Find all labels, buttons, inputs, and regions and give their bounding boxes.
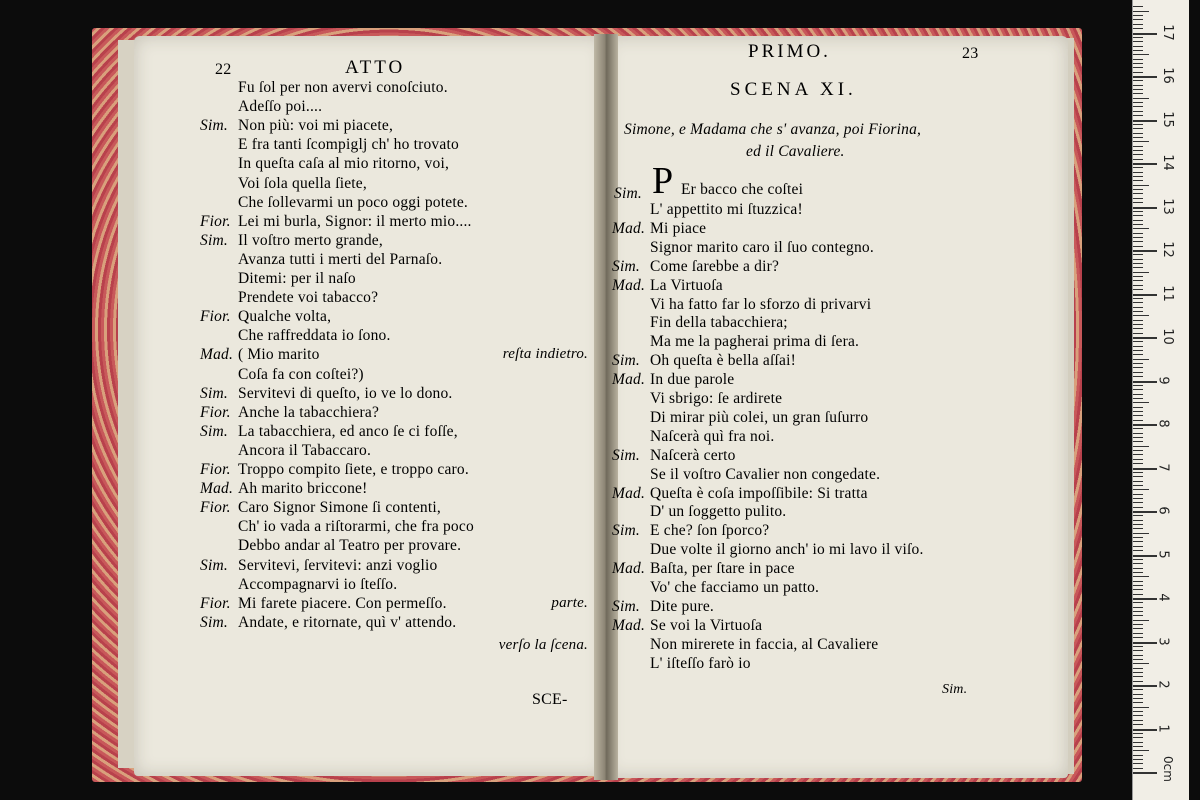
ruler-tick <box>1133 746 1143 747</box>
dialogue-text: E fra tanti ſcompiglj ch' ho trovato <box>238 136 459 154</box>
ruler-tick <box>1133 411 1143 412</box>
dialogue-text: Fu ſol per non avervi conoſciuto. <box>238 79 448 96</box>
ruler-tick <box>1133 302 1143 303</box>
dialogue-text: Che raffreddata io ſono. <box>238 327 391 345</box>
ruler-tick <box>1133 694 1143 695</box>
ruler-tick <box>1133 320 1143 321</box>
ruler-tick <box>1133 433 1143 434</box>
ruler-tick <box>1133 154 1143 155</box>
ruler-tick <box>1133 568 1143 569</box>
speaker-label: Sim. <box>612 257 640 275</box>
ruler-tick <box>1133 533 1149 534</box>
dialogue-text: Prendete voi tabacco? <box>238 289 379 307</box>
ruler-tick <box>1133 285 1143 286</box>
speaker-label: Mad. <box>612 219 646 237</box>
speaker-label: Fior. <box>200 499 231 517</box>
ruler-tick <box>1133 89 1143 90</box>
ruler-tick <box>1133 180 1143 181</box>
speaker-label: Sim. <box>612 597 640 615</box>
ruler-tick <box>1133 328 1143 329</box>
speaker-label: Sim. <box>200 231 228 249</box>
dialogue-text: ( Mio marito <box>238 346 320 364</box>
speaker-label: Mad. <box>612 484 646 502</box>
speaker-label: Fior. <box>200 308 231 326</box>
dialogue-text: Lei mi burla, Signor: il merto mio.... <box>238 212 472 230</box>
ruler-tick <box>1133 333 1143 334</box>
ruler-tick <box>1133 450 1143 451</box>
ruler-tick <box>1133 120 1157 122</box>
ruler-tick <box>1133 663 1149 664</box>
ruler-tick <box>1133 424 1157 426</box>
dialogue-text: Due volte il giorno anch' io mi lavo il viſo. <box>650 541 924 559</box>
ruler-tick <box>1133 98 1149 99</box>
ruler-tick <box>1133 359 1149 360</box>
speaker-label: Sim. <box>612 446 640 464</box>
ruler-tick <box>1133 63 1143 64</box>
ruler-tick <box>1133 698 1143 699</box>
ruler-tick <box>1133 402 1149 403</box>
ruler-tick <box>1133 207 1157 209</box>
ruler-tick <box>1133 324 1143 325</box>
ruler-number: 11 <box>1159 284 1175 302</box>
ruler-tick <box>1133 294 1157 296</box>
speaker-label: Sim. <box>614 185 642 202</box>
right-page-number: 23 <box>962 45 979 62</box>
ruler-tick <box>1133 376 1143 377</box>
ruler-tick <box>1133 259 1143 260</box>
ruler-tick <box>1133 502 1143 503</box>
ruler-tick <box>1133 276 1143 277</box>
ruler-tick <box>1133 11 1149 12</box>
ruler-tick <box>1133 150 1143 151</box>
ruler-tick <box>1133 585 1143 586</box>
ruler-tick <box>1133 563 1143 564</box>
speaker-label: Sim. <box>200 422 228 440</box>
ruler-tick <box>1133 546 1143 547</box>
dialogue-text: Come ſarebbe a dir? <box>650 257 780 275</box>
ruler-tick <box>1133 367 1143 368</box>
ruler-tick <box>1133 463 1143 464</box>
ruler-tick <box>1133 15 1143 16</box>
ruler-tick <box>1133 750 1149 751</box>
ruler-tick <box>1133 633 1143 634</box>
ruler-tick <box>1133 172 1143 173</box>
ruler-tick <box>1133 289 1143 290</box>
ruler-tick <box>1133 528 1143 529</box>
ruler-tick <box>1133 211 1143 212</box>
dialogue-text: Che ſollevarmi un poco oggi potete. <box>238 193 468 211</box>
ruler-number: 17 <box>1159 23 1175 41</box>
ruler-tick <box>1133 685 1157 687</box>
ruler-tick <box>1133 193 1143 194</box>
scene-title: SCENA XI. <box>730 79 857 100</box>
ruler-number: 16 <box>1159 67 1175 84</box>
ruler-tick <box>1133 668 1143 669</box>
speaker-label: Fior. <box>200 212 231 230</box>
ruler-tick <box>1133 420 1143 421</box>
ruler-tick <box>1133 398 1143 399</box>
ruler-tick <box>1133 489 1149 490</box>
ruler-tick <box>1133 215 1143 216</box>
dialogue-text: Naſcerà certo <box>650 446 736 464</box>
scene-characters-line-1: Simone, e Madama che s' avanza, poi Fiorina, <box>624 121 922 138</box>
dialogue-text: Non più: voi mi piacete, <box>238 117 394 135</box>
ruler-tick <box>1133 267 1143 268</box>
ruler-number: 8 <box>1155 419 1171 428</box>
ruler-tick <box>1133 254 1143 255</box>
ruler-tick <box>1133 672 1143 673</box>
dialogue-text: Naſcerà quì fra noi. <box>650 427 775 445</box>
ruler-tick <box>1133 468 1157 470</box>
ruler-tick <box>1133 646 1143 647</box>
ruler-tick <box>1133 163 1157 165</box>
ruler-tick <box>1133 315 1149 316</box>
dialogue-text: Se voi la Virtuoſa <box>650 616 763 634</box>
ruler-tick <box>1133 454 1143 455</box>
ruler-number: 3 <box>1155 636 1171 646</box>
dialogue-text: Vi sbrigo: ſe ardirete <box>650 390 783 407</box>
ruler-tick <box>1133 298 1143 299</box>
dialogue-text: Baſta, per ſtare in pace <box>650 560 795 578</box>
ruler-tick <box>1133 115 1143 116</box>
ruler-tick <box>1133 19 1143 20</box>
ruler-tick <box>1133 437 1143 438</box>
ruler-tick <box>1133 6 1143 7</box>
speaker-label: Sim. <box>612 522 640 540</box>
ruler-tick <box>1133 576 1149 577</box>
ruler-tick <box>1133 715 1143 716</box>
dialogue-text: Anche la tabacchiera? <box>238 403 380 421</box>
ruler-tick <box>1133 85 1143 86</box>
ruler-tick <box>1133 737 1143 738</box>
ruler-tick <box>1133 50 1143 51</box>
ruler-tick <box>1133 763 1143 764</box>
ruler-tick <box>1133 59 1143 60</box>
dialogue-text: Vi ha fatto far lo sforzo di privarvi <box>650 295 872 313</box>
ruler-tick <box>1133 220 1143 221</box>
stage-direction: parte. <box>551 594 588 611</box>
dialogue-text: Er bacco che coſtei <box>681 181 804 198</box>
dialogue-text: Ma me la pagherai prima di ſera. <box>650 333 860 351</box>
dialogue-text: D' un ſoggetto pulito. <box>650 503 787 521</box>
dialogue-text: Non mirerete in faccia, al Cavaliere <box>650 635 879 653</box>
ruler-number: 5 <box>1155 549 1171 559</box>
ruler-tick <box>1133 659 1143 660</box>
ruler-tick <box>1133 189 1143 190</box>
speaker-label: Mad. <box>612 616 646 634</box>
ruler-tick <box>1133 93 1143 94</box>
speaker-label: Fior. <box>200 461 231 478</box>
ruler-number: 6 <box>1155 506 1171 515</box>
dialogue-text: Qualche volta, <box>238 308 332 326</box>
ruler-tick <box>1133 642 1157 644</box>
dialogue-text: Ditemi: per il naſo <box>238 270 356 287</box>
ruler-tick <box>1133 28 1143 29</box>
dialogue-text: Se il voſtro Cavalier non congedate. <box>650 465 881 483</box>
ruler-tick <box>1133 381 1157 383</box>
ruler-tick <box>1133 146 1143 147</box>
dialogue-text: L' iſteſſo farò io <box>650 654 751 672</box>
ruler-tick <box>1133 428 1143 429</box>
ruler-number: 4 <box>1155 593 1171 602</box>
ruler-tick <box>1133 337 1157 339</box>
dialogue-text: In queſta caſa al mio ritorno, voi, <box>238 155 450 173</box>
ruler-tick <box>1133 363 1143 364</box>
ruler-tick <box>1133 106 1143 107</box>
ruler-tick <box>1133 515 1143 516</box>
ruler-tick <box>1133 555 1157 557</box>
ruler-tick <box>1133 594 1143 595</box>
dialogue-text: In due parole <box>650 371 735 389</box>
ruler-tick <box>1133 263 1143 264</box>
ruler-tick <box>1133 176 1143 177</box>
speaker-label: Sim. <box>200 384 228 402</box>
dialogue-text: Mi farete piacere. Con permeſſo. <box>238 594 447 612</box>
ruler-tick <box>1133 611 1143 612</box>
ruler-tick <box>1133 37 1143 38</box>
ruler-number: 7 <box>1155 462 1171 472</box>
ruler-tick <box>1133 385 1143 386</box>
ruler-number: 10 <box>1159 328 1175 345</box>
dialogue-text: Accompagnarvi io ſteſſo. <box>238 575 398 593</box>
speaker-label: Fior. <box>200 403 231 421</box>
left-page-number: 22 <box>215 61 232 78</box>
ruler-tick <box>1133 394 1143 395</box>
ruler-tick <box>1133 111 1143 112</box>
ruler-tick <box>1133 102 1143 103</box>
stage-direction: reſta indietro. <box>502 346 588 363</box>
ruler-tick <box>1133 755 1143 756</box>
dialogue-text: Il voſtro merto grande, <box>238 231 383 249</box>
ruler-tick <box>1133 133 1143 134</box>
ruler-tick <box>1133 307 1143 308</box>
dialogue-text: Coſa fa con coſtei?) <box>238 365 364 383</box>
drop-capital: P <box>652 160 674 202</box>
ruler-tick <box>1133 550 1143 551</box>
dialogue-text: Di mirar più colei, un gran ſuſurro <box>650 408 869 426</box>
ruler-tick <box>1133 124 1143 125</box>
ruler-tick <box>1133 681 1143 682</box>
ruler-tick <box>1133 707 1149 708</box>
ruler-number: 9 <box>1155 375 1171 385</box>
ruler-tick <box>1133 759 1143 760</box>
ruler-tick <box>1133 311 1143 312</box>
ruler-tick <box>1133 407 1143 408</box>
ruler-tick <box>1133 637 1143 638</box>
ruler-tick <box>1133 24 1143 25</box>
dialogue-text: Vo' che facciamo un patto. <box>650 579 820 596</box>
ruler-tick <box>1133 185 1149 186</box>
measurement-ruler <box>1132 0 1189 800</box>
left-running-head: ATTO <box>345 57 406 78</box>
left-catchword: SCE- <box>532 691 568 708</box>
ruler-tick <box>1133 41 1143 42</box>
right-catchword: Sim. <box>942 682 968 697</box>
ruler-number: 12 <box>1159 241 1175 258</box>
ruler-tick <box>1133 80 1143 81</box>
ruler-unit-label: 0cm <box>1160 756 1175 782</box>
ruler-tick <box>1133 624 1143 625</box>
ruler-tick <box>1133 341 1143 342</box>
stage-direction: verſo la ſcena. <box>498 636 588 653</box>
ruler-tick <box>1133 228 1149 229</box>
speaker-label: Sim. <box>200 117 228 135</box>
dialogue-text: Andate, e ritornate, quì v' attendo. <box>238 613 457 631</box>
ruler-tick <box>1133 511 1157 513</box>
ruler-tick <box>1133 620 1149 621</box>
ruler-tick <box>1133 537 1143 538</box>
ruler-tick <box>1133 137 1143 138</box>
ruler-tick <box>1133 446 1149 447</box>
ruler-tick <box>1133 472 1143 473</box>
ruler-tick <box>1133 559 1143 560</box>
ruler-tick <box>1133 615 1143 616</box>
dialogue-text: Signor marito caro il ſuo contegno. <box>650 238 874 256</box>
ruler-number: 13 <box>1159 197 1175 215</box>
ruler-tick <box>1133 246 1143 247</box>
ruler-tick <box>1133 441 1143 442</box>
ruler-tick <box>1133 768 1143 769</box>
ruler-tick <box>1133 589 1143 590</box>
ruler-tick <box>1133 581 1143 582</box>
dialogue-text: La Virtuoſa <box>650 276 723 294</box>
ruler-tick <box>1133 280 1143 281</box>
ruler-tick <box>1133 33 1157 35</box>
dialogue-text: Adeſſo poi.... <box>238 98 323 116</box>
ruler-tick <box>1133 602 1143 603</box>
ruler-tick <box>1133 202 1143 203</box>
dialogue-text: Dite pure. <box>650 597 714 615</box>
ruler-number: 2 <box>1155 680 1171 689</box>
speaker-label: Sim. <box>612 352 640 370</box>
ruler-tick <box>1133 689 1143 690</box>
ruler-tick <box>1133 459 1143 460</box>
ruler-tick <box>1133 650 1143 651</box>
ruler-tick <box>1133 676 1143 677</box>
speaker-label: Mad. <box>612 560 646 578</box>
dialogue-text: Fin della tabacchiera; <box>650 314 788 332</box>
ruler-tick <box>1133 481 1143 482</box>
ruler-tick <box>1133 628 1143 629</box>
ruler-tick <box>1133 141 1149 142</box>
speaker-label: Mad. <box>612 371 646 389</box>
speaker-label: Mad. <box>612 276 646 294</box>
speaker-label: Mad. <box>200 480 234 498</box>
ruler-number: 15 <box>1159 110 1175 128</box>
dialogue-text: Servitevi di queſto, io ve lo dono. <box>238 384 453 402</box>
speaker-label: Sim. <box>200 556 228 574</box>
ruler-tick <box>1133 702 1143 703</box>
ruler-tick <box>1133 128 1143 129</box>
ruler-tick <box>1133 237 1143 238</box>
dialogue-text: Oh queſta è bella aſſai! <box>650 352 796 370</box>
ruler-tick <box>1133 241 1143 242</box>
dialogue-text: Ch' io vada a riſtorarmi, che fra poco <box>238 518 474 536</box>
ruler-tick <box>1133 224 1143 225</box>
dialogue-text: La tabacchiera, ed anco ſe ci foſſe, <box>238 422 458 440</box>
ruler-tick <box>1133 541 1143 542</box>
dialogue-text: Mi piace <box>650 219 707 237</box>
ruler-tick <box>1133 250 1157 252</box>
dialogue-text: Servitevi, ſervitevi: anzi voglio <box>238 556 438 574</box>
dialogue-text: L' appettito mi ſtuzzica! <box>650 201 803 218</box>
ruler-tick <box>1133 76 1157 78</box>
ruler-tick <box>1133 772 1157 774</box>
speaker-label: Sim. <box>200 613 228 631</box>
ruler-tick <box>1133 476 1143 477</box>
ruler-tick <box>1133 372 1143 373</box>
ruler-number: 14 <box>1159 154 1175 171</box>
ruler-tick <box>1133 354 1143 355</box>
ruler-number: 1 <box>1155 723 1171 733</box>
ruler-tick <box>1133 494 1143 495</box>
dialogue-text: Debbo andar al Teatro per provare. <box>238 537 462 555</box>
ruler-tick <box>1133 389 1143 390</box>
dialogue-text: Queſta è coſa impoſſibile: Si tratta <box>650 484 868 502</box>
ruler-tick <box>1133 729 1157 731</box>
ruler-tick <box>1133 572 1143 573</box>
right-running-head: PRIMO. <box>748 41 831 62</box>
dialogue-text: E che? ſon ſporco? <box>650 522 770 540</box>
ruler-tick <box>1133 233 1143 234</box>
dialogue-text: Troppo compito ſiete, e troppo caro. <box>238 461 469 478</box>
scene-characters-line-2: ed il Cavaliere. <box>746 143 845 160</box>
ruler-tick <box>1133 485 1143 486</box>
ruler-tick <box>1133 415 1143 416</box>
ruler-tick <box>1133 733 1143 734</box>
ruler-tick <box>1133 724 1143 725</box>
ruler-tick <box>1133 46 1143 47</box>
dialogue-text: Avanza tutti i merti del Parnaſo. <box>238 250 443 268</box>
ruler-tick <box>1133 346 1143 347</box>
dialogue-text: Ah marito briccone! <box>238 480 368 498</box>
ruler-tick <box>1133 498 1143 499</box>
book-gutter <box>594 34 618 780</box>
ruler-tick <box>1133 159 1143 160</box>
ruler-tick <box>1133 72 1143 73</box>
ruler-tick <box>1133 742 1143 743</box>
ruler-tick <box>1133 67 1143 68</box>
ruler-tick <box>1133 524 1143 525</box>
ruler-tick <box>1133 711 1143 712</box>
ruler-tick <box>1133 607 1143 608</box>
ruler-tick <box>1133 54 1149 55</box>
ruler-tick <box>1133 655 1143 656</box>
ruler-tick <box>1133 272 1149 273</box>
ruler-tick <box>1133 507 1143 508</box>
dialogue-text: Ancora il Tabaccaro. <box>238 441 372 459</box>
ruler-tick <box>1133 720 1143 721</box>
ruler-tick <box>1133 520 1143 521</box>
dialogue-text: Voi ſola quella ſiete, <box>238 174 367 192</box>
ruler-tick <box>1133 350 1143 351</box>
ruler-tick <box>1133 167 1143 168</box>
speaker-label: Fior. <box>200 594 231 612</box>
dialogue-text: Caro Signor Simone ſi contenti, <box>238 499 441 517</box>
ruler-tick <box>1133 198 1143 199</box>
speaker-label: Mad. <box>200 346 234 364</box>
ruler-tick <box>1133 598 1157 600</box>
